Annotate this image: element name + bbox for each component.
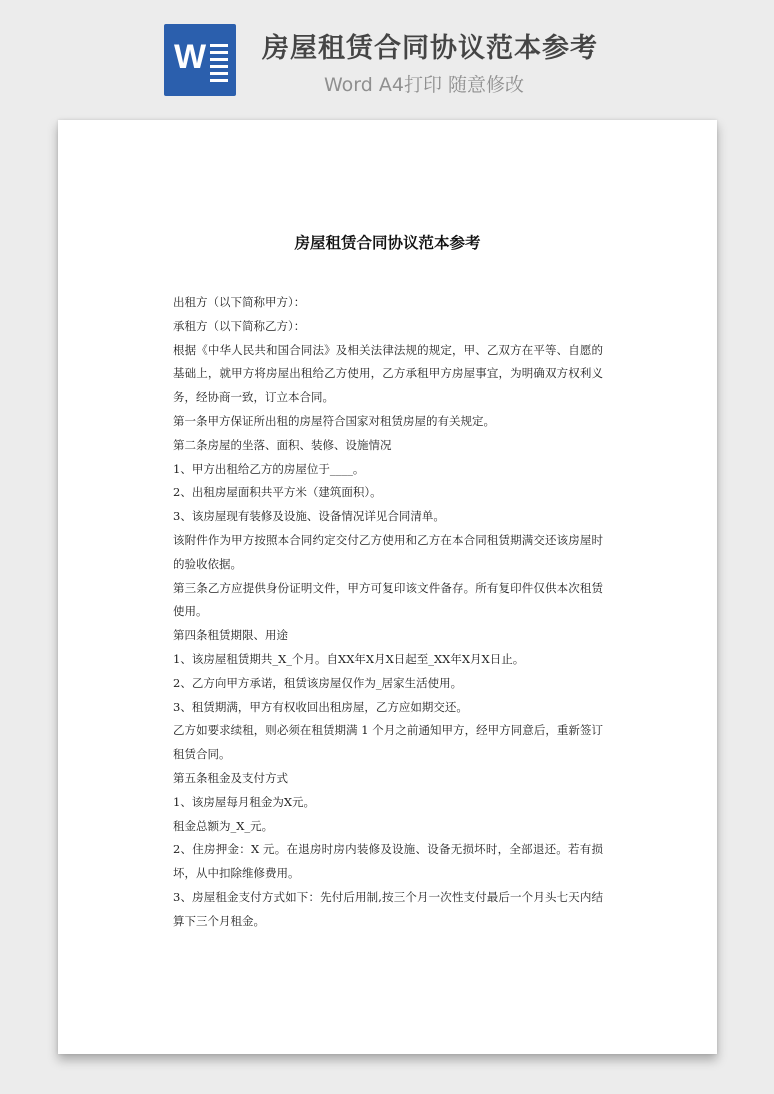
paragraph: 根据《中华人民共和国合同法》及相关法律法规的规定，甲、乙双方在平等、自愿的基础上，就甲方将房屋出租给乙方使用，乙方承租甲方房屋事宜，为明确双方权利义务，经协商一致，订立本合同。 xyxy=(173,342,603,405)
paragraph: 1、该房屋每月租金为X元。 xyxy=(173,794,316,809)
header-subtitle: Word A4打印 随意修改 xyxy=(324,74,525,96)
document-title: 房屋租赁合同协议范本参考 xyxy=(294,233,481,252)
paragraph: 第三条乙方应提供身份证明文件，甲方可复印该文件备存。所有复印件仅供本次租赁使用。 xyxy=(173,580,603,619)
paragraph: 乙方如要求续租，则必须在租赁期满 1 个月之前通知甲方，经甲方同意后，重新签订租赁合同。 xyxy=(173,723,603,762)
paragraph: 第五条租金及支付方式 xyxy=(173,770,288,785)
document-page xyxy=(58,120,717,1054)
document-body xyxy=(173,291,603,934)
document-lines-icon xyxy=(210,44,228,86)
paragraph: 承租方（以下简称乙方）： xyxy=(173,318,306,333)
paragraph: 第二条房屋的坐落、面积、装修、设施情况 xyxy=(173,437,392,452)
paragraph: 3、房屋租金支付方式如下：先付后用制,按三个月一次性支付最后一个月头七天内结算下三个月租金。 xyxy=(173,889,603,928)
paragraph: 2、乙方向甲方承诺，租赁该房屋仅作为_居家生活使用。 xyxy=(173,675,463,690)
word-icon xyxy=(164,24,236,96)
paragraph: 该附件作为甲方按照本合同约定交付乙方使用和乙方在本合同租赁期满交还该房屋时的验收依据。 xyxy=(173,532,603,571)
header-title: 房屋租赁合同协议范本参考 xyxy=(262,33,598,64)
preview-header xyxy=(0,0,774,110)
paragraph: 3、该房屋现有装修及设施、设备情况详见合同清单。 xyxy=(173,509,445,524)
paragraph: 1、甲方出租给乙方的房屋位于____。 xyxy=(173,461,365,476)
paragraph: 第四条租赁期限、用途 xyxy=(173,628,288,643)
paragraph: 第一条甲方保证所出租的房屋符合国家对租赁房屋的有关规定。 xyxy=(173,413,495,428)
paragraph: 2、出租房屋面积共平方米（建筑面积）。 xyxy=(173,485,382,500)
paragraph: 3、租赁期满，甲方有权收回出租房屋，乙方应如期交还。 xyxy=(173,699,468,714)
word-icon-letter: W xyxy=(174,38,206,76)
paragraph: 出租方（以下简称甲方）： xyxy=(173,295,306,309)
paragraph: 1、该房屋租赁期共_X_个月。自XX年X月X日起至_XX年X月X日止。 xyxy=(173,651,525,666)
paragraph: 2、住房押金：X 元。在退房时房内装修及设施、设备无损坏时，全部退还。若有损坏，从中扣除维修费用。 xyxy=(173,842,603,881)
paragraph: 租金总额为_X_元。 xyxy=(173,818,274,833)
